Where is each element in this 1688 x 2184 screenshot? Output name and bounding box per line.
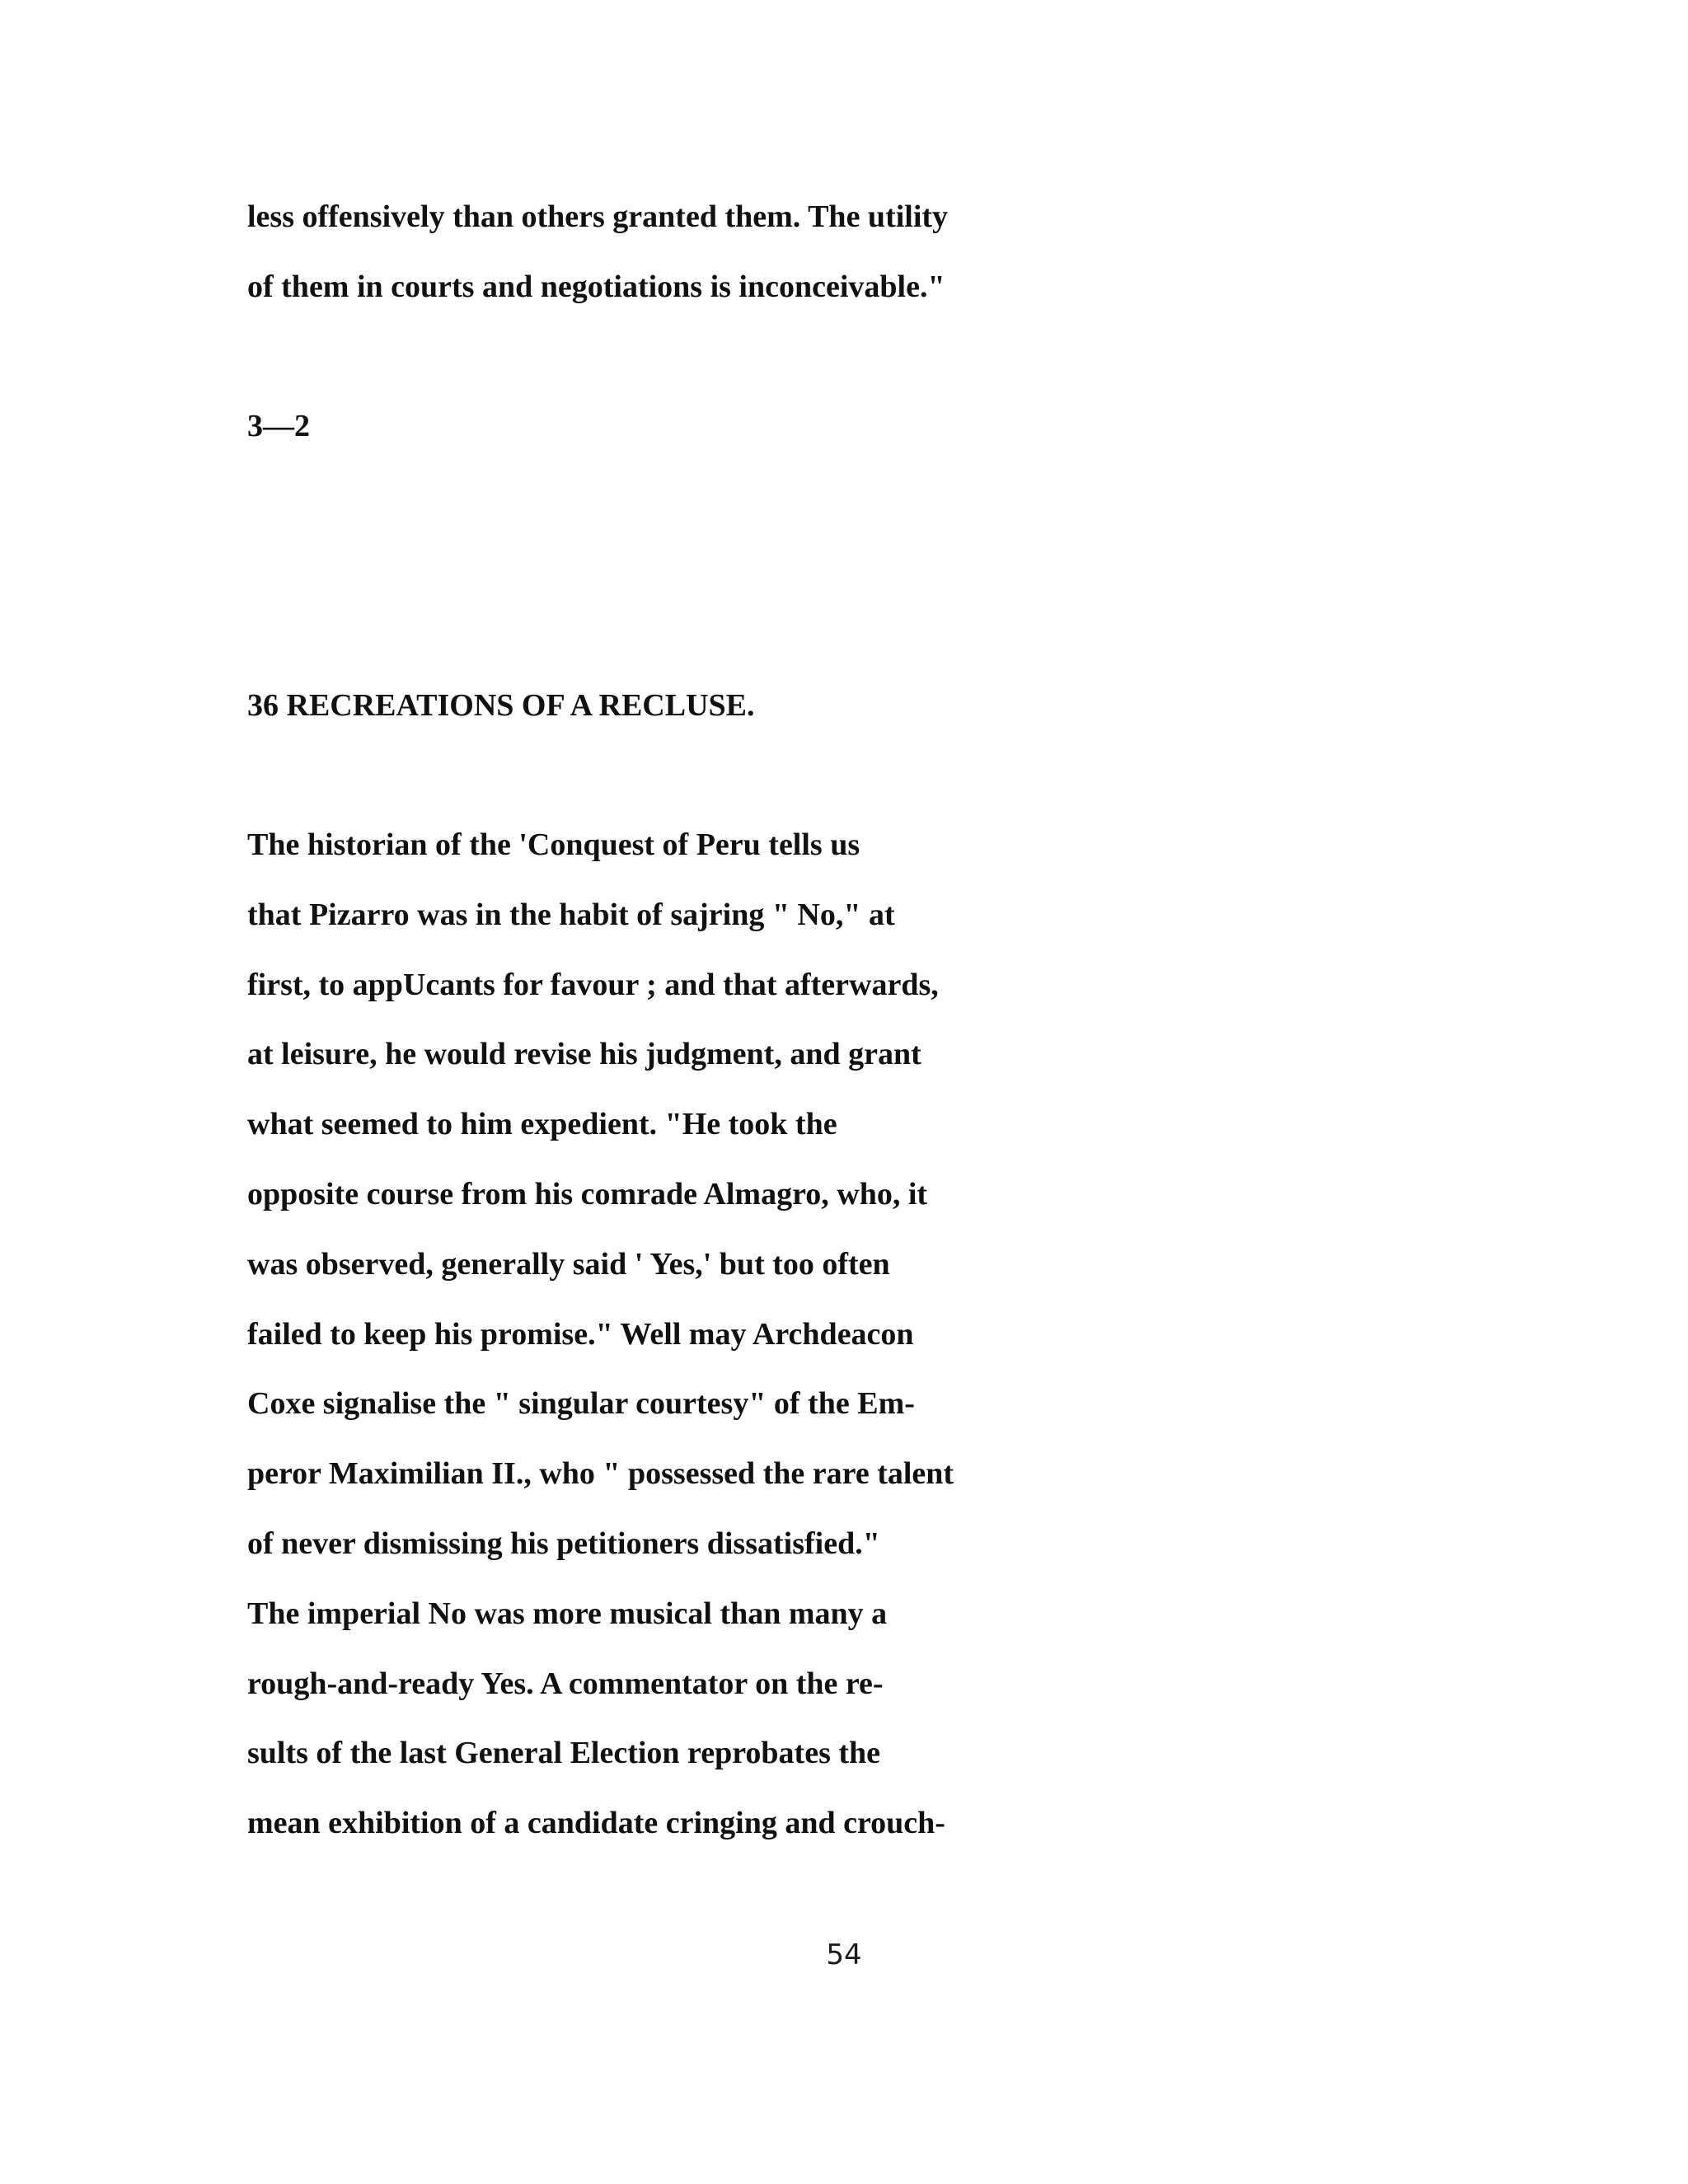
body-line-4: at leisure, he would revise his judgment, and grant <box>247 1037 921 1071</box>
body-line-10: peror Maximilian II., who " possessed the rare talent <box>247 1456 954 1491</box>
body-line-2: that Pizarro was in the habit of sajring " No," at <box>247 898 895 932</box>
body-line-3: first, to appUcants for favour ; and that afterwards, <box>247 968 939 1002</box>
body-line-1: The historian of the 'Conquest of Peru tells us <box>247 827 860 862</box>
body-line-6: opposite course from his comrade Almagro, who, it <box>247 1177 928 1212</box>
top-paragraph-line-1: less offensively than others granted them. The utility <box>247 199 949 234</box>
body-line-15: mean exhibition of a candidate cringing and crouch- <box>247 1806 945 1840</box>
running-head: 36 RECREATIONS OF A RECLUSE. <box>247 688 755 723</box>
body-line-8: failed to keep his promise." Well may Archdeacon <box>247 1317 914 1352</box>
section-marker: 3—2 <box>247 409 310 443</box>
body-line-14: sults of the last General Election reprobates the <box>247 1736 881 1770</box>
body-line-5: what seemed to him expedient. "He took the <box>247 1107 837 1141</box>
top-paragraph-line-2: of them in courts and negotiations is inconceivable." <box>247 269 945 304</box>
page-number: 54 <box>826 1938 862 1971</box>
body-line-11: of never dismissing his petitioners dissatisfied." <box>247 1526 880 1561</box>
body-line-12: The imperial No was more musical than many a <box>247 1596 888 1631</box>
body-line-13: rough-and-ready Yes. A commentator on the re- <box>247 1666 884 1701</box>
body-line-7: was observed, generally said ' Yes,' but too often <box>247 1247 890 1282</box>
body-line-9: Coxe signalise the " singular courtesy" of the Em- <box>247 1386 915 1421</box>
